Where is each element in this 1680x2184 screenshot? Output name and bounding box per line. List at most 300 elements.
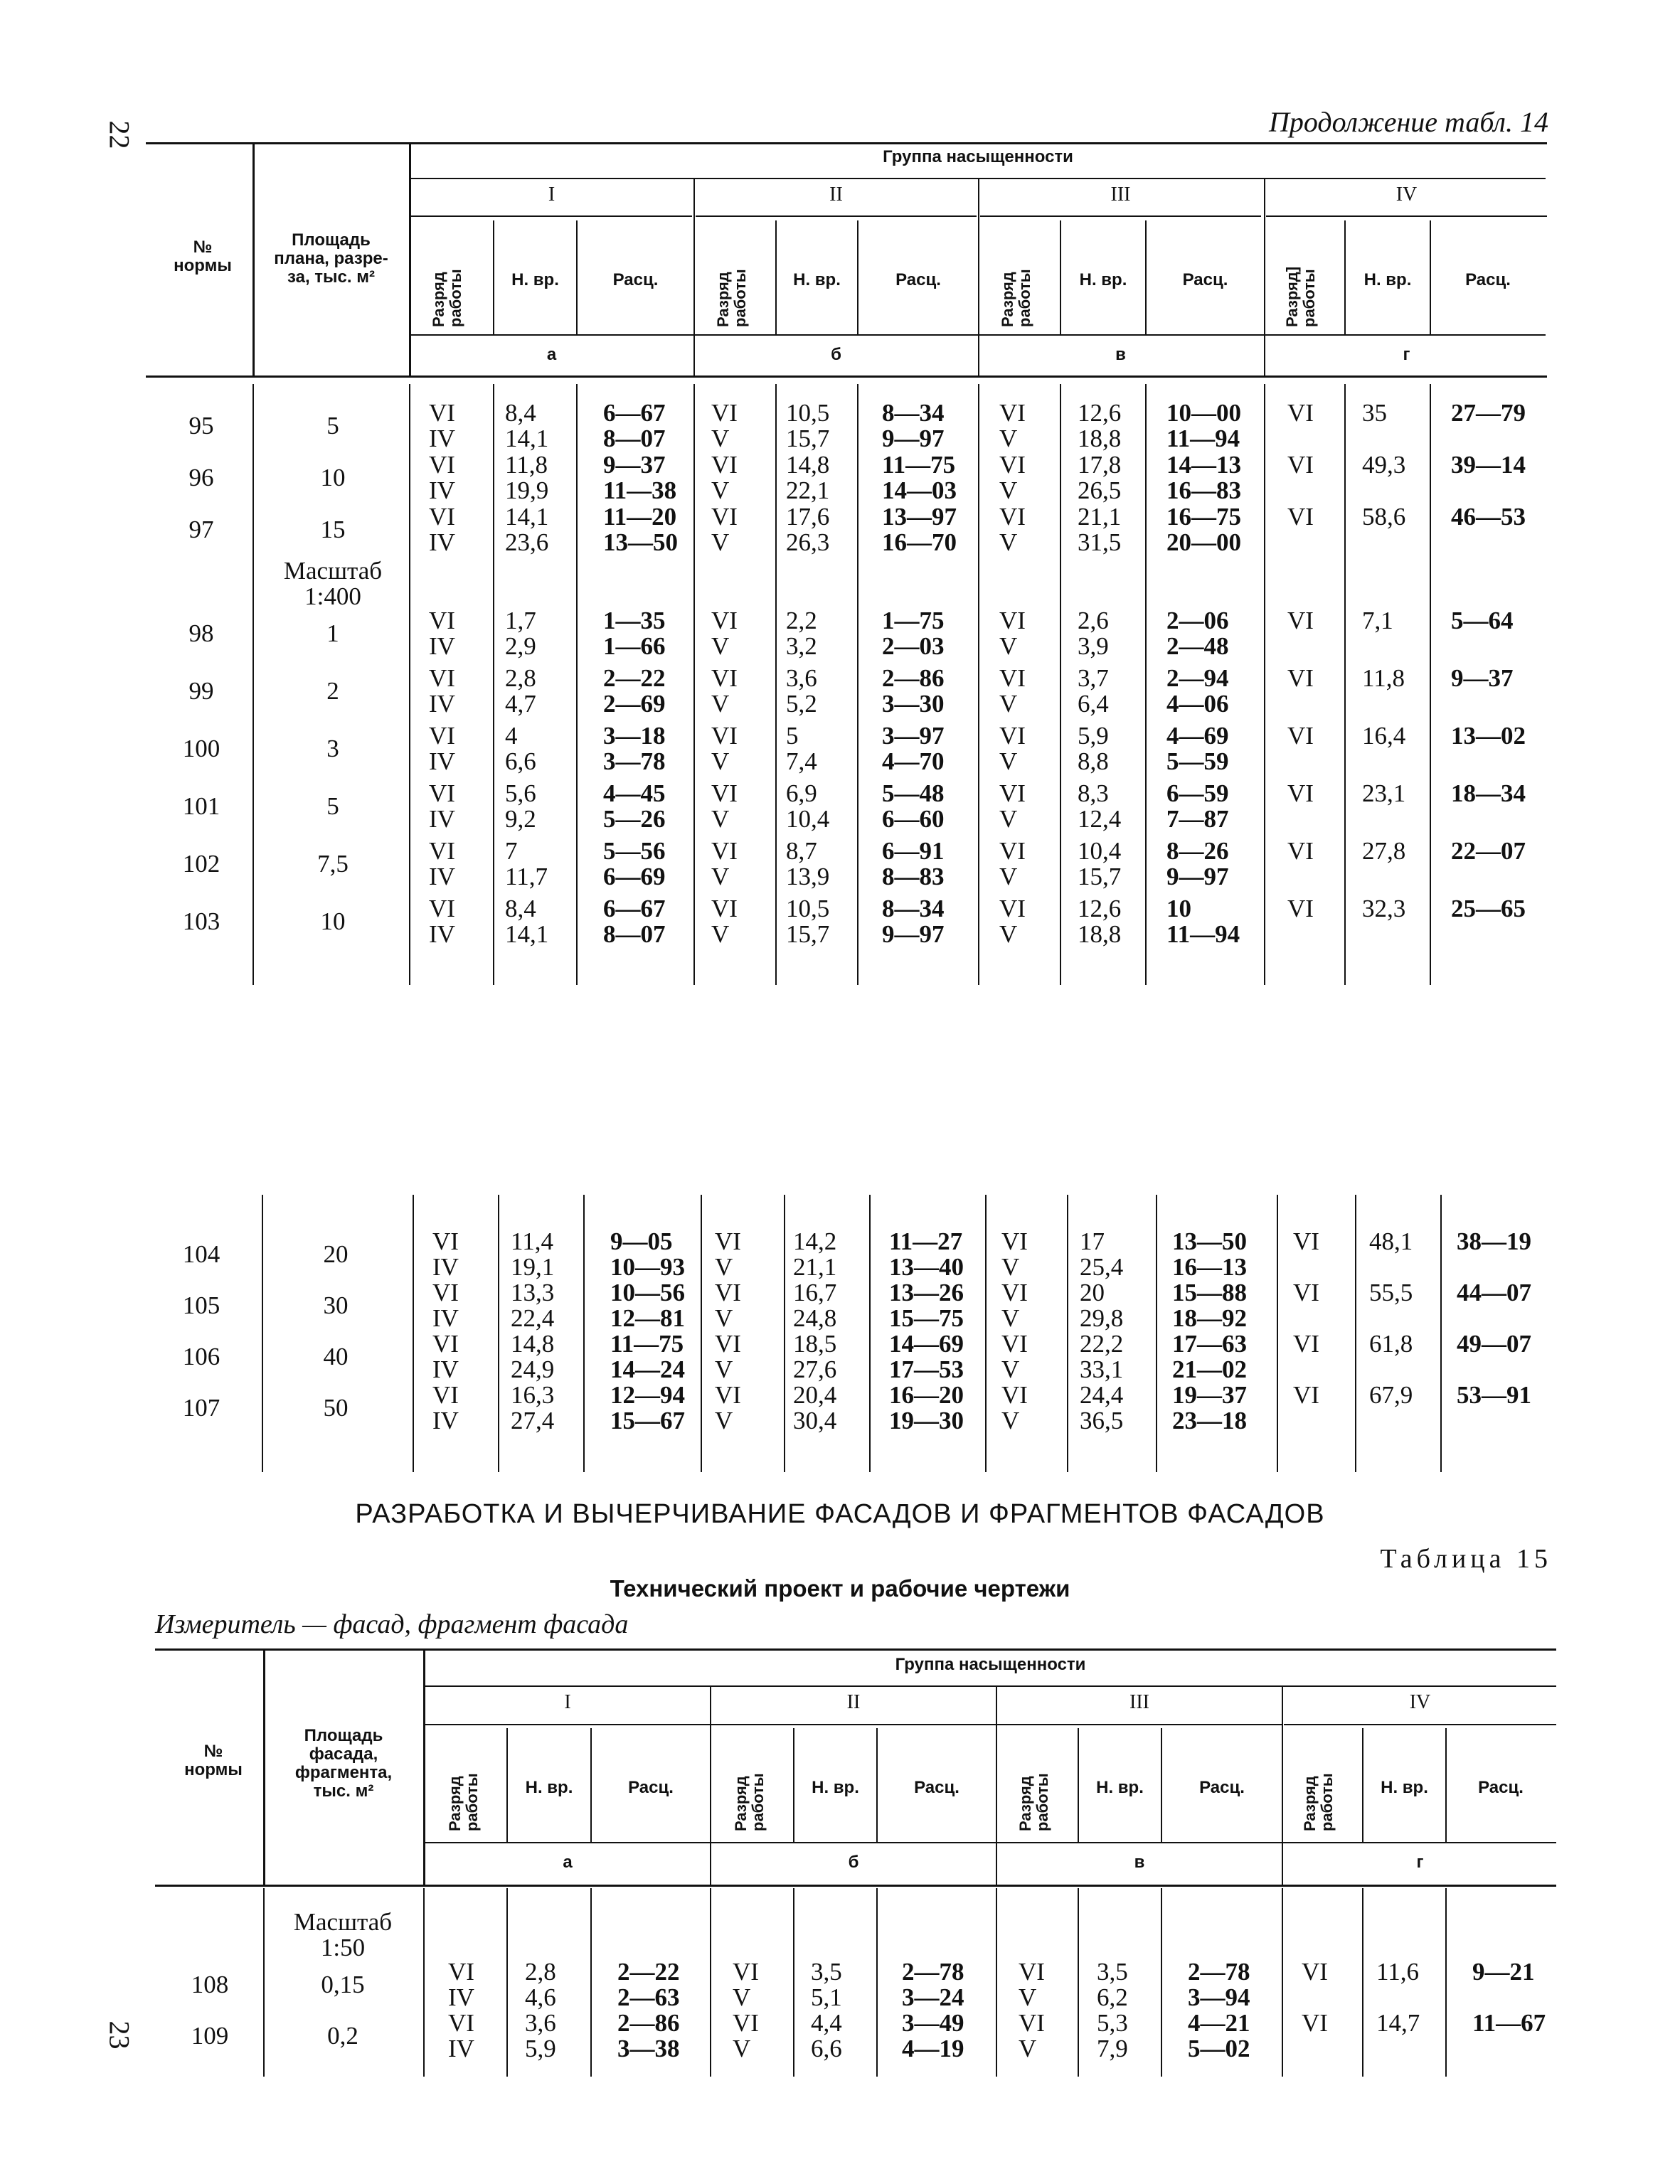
t15-roman-rule (997, 1724, 1282, 1725)
column-rule (1145, 384, 1147, 985)
rasc-II: 3—49 4—19 (902, 2009, 964, 2062)
nvr-II: 17,6 26,3 (786, 503, 830, 556)
rasc-II: 5—48 6—60 (882, 779, 945, 833)
column-rule (506, 1888, 508, 2077)
razryad-I: VI IV (429, 664, 455, 718)
t15-group-header: Группа насыщенности (895, 1655, 1086, 1674)
rasc-IV: 44—07 (1457, 1279, 1531, 1306)
rasc-IV: 53—91 (1457, 1381, 1531, 1409)
nvr-I: 14,1 23,6 (505, 503, 549, 556)
rasc-II: 3—97 4—70 (882, 722, 945, 775)
t14-rasc-I: Расц. (612, 270, 659, 289)
nvr-III: 12,6 18,8 (1078, 895, 1122, 948)
rasc-IV: 39—14 (1451, 451, 1526, 479)
razryad-II: VI V (711, 779, 738, 833)
nvr-III: 21,1 31,5 (1078, 503, 1122, 556)
nvr-III: 10,4 15,7 (1078, 837, 1122, 890)
area-value: 0,15 (321, 1971, 365, 1998)
nvr-IV: 61,8 (1369, 1330, 1413, 1358)
scale-label-line: Масштаб (283, 557, 383, 585)
t14-group-III: III (1110, 183, 1131, 206)
column-rule (710, 1888, 711, 2077)
t14-hdr-vline (1264, 178, 1265, 377)
column-rule (1355, 1195, 1356, 1472)
column-rule (693, 384, 695, 985)
t15-razryad-I: Разряд работы (446, 1773, 481, 1831)
norm-number: 101 (182, 792, 220, 820)
table-label: Таблица 15 (1380, 1544, 1552, 1574)
t15-nvr-I: Н. вр. (525, 1778, 573, 1797)
razryad-II: VI V (715, 1330, 741, 1383)
nvr-I: 4 6,6 (505, 722, 536, 775)
t14-letter-a: а (546, 345, 557, 364)
razryad-IV: VI (1287, 779, 1314, 807)
nvr-II: 4,4 6,6 (811, 2009, 842, 2062)
t14-letter-v: в (1115, 345, 1126, 364)
razryad-I: VI IV (429, 895, 455, 948)
t15-letter-a: а (563, 1853, 573, 1872)
t15-group-II: II (846, 1691, 861, 1713)
t14-letter-b: б (831, 345, 841, 364)
t15-letter-v: в (1134, 1853, 1145, 1872)
column-rule (413, 1195, 414, 1472)
rasc-I: 2—22 2—63 (617, 1958, 680, 2011)
nvr-IV: 35 (1362, 399, 1387, 427)
razryad-I: VI IV (448, 1958, 474, 2011)
razryad-I: VI IV (432, 1227, 459, 1281)
column-rule (1430, 384, 1431, 985)
scale-label (262, 558, 404, 609)
rasc-III: 6—59 7—87 (1166, 779, 1229, 833)
t14-roman-rule (696, 215, 977, 217)
razryad-IV: VI (1287, 837, 1314, 865)
razryad-II: VI V (715, 1227, 741, 1281)
area-value: 40 (323, 1343, 349, 1370)
t15-letter-g: г (1416, 1853, 1424, 1872)
norm-number: 105 (182, 1291, 220, 1319)
t15-rasc-IV: Расц. (1478, 1778, 1524, 1797)
rasc-I: 11—75 14—24 (610, 1330, 685, 1383)
t15-roman-rule (1284, 1724, 1556, 1725)
razryad-II: VI V (711, 664, 738, 718)
rasc-II: 14—69 17—53 (889, 1330, 964, 1383)
rasc-I: 11—20 13—50 (603, 503, 678, 556)
razryad-I: VI IV (429, 451, 455, 504)
razryad-I: VI IV (429, 503, 455, 556)
rasc-IV: 27—79 (1451, 399, 1526, 427)
razryad-IV: VI (1287, 503, 1314, 531)
t14-hdr-vline (978, 178, 979, 377)
rasc-II: 11—75 14—03 (882, 451, 957, 504)
section-title: РАЗРАБОТКА И ВЫЧЕРЧИВАНИЕ ФАСАДОВ И ФРАГМЕНТОВ ФАСАДОВ (355, 1499, 1325, 1529)
razryad-II: VI V (711, 895, 738, 948)
razryad-II: VI V (715, 1279, 741, 1332)
rasc-IV: 46—53 (1451, 503, 1526, 531)
razryad-IV: VI (1293, 1227, 1319, 1255)
t14-nvr-I: Н. вр. (511, 270, 559, 289)
column-rule (262, 1195, 263, 1472)
nvr-IV: 49,3 (1362, 451, 1406, 479)
razryad-III: VI V (1001, 1381, 1028, 1434)
t14-subletter-rule (411, 334, 1546, 336)
rasc-II: 16—20 19—30 (889, 1381, 964, 1434)
t14-top-rule (146, 142, 1547, 144)
razryad-IV: VI (1293, 1279, 1319, 1306)
t15-subletter-rule (425, 1842, 1556, 1843)
nvr-II: 16,7 24,8 (793, 1279, 837, 1332)
area-value: 7,5 (317, 850, 349, 878)
continuation-label: Продолжение табл. 14 (1268, 106, 1548, 138)
rasc-IV: 13—02 (1451, 722, 1526, 750)
nvr-II: 14,2 21,1 (793, 1227, 837, 1281)
column-rule (590, 1888, 592, 2077)
nvr-IV: 32,3 (1362, 895, 1406, 922)
razryad-III: VI V (999, 607, 1026, 660)
column-rule (996, 1888, 997, 2077)
rasc-III: 10 11—94 (1166, 895, 1240, 948)
nvr-IV: 67,9 (1369, 1381, 1413, 1409)
t14-rasc-III: Расц. (1182, 270, 1228, 289)
t14-header-bottom-rule (146, 375, 1547, 378)
column-rule (1264, 384, 1265, 985)
rasc-III: 13—50 16—13 (1172, 1227, 1247, 1281)
rasc-I: 4—45 5—26 (603, 779, 666, 833)
razryad-I: VI IV (429, 607, 455, 660)
t14-razryad-I: Разряд работы (430, 269, 464, 327)
rasc-IV: 38—19 (1457, 1227, 1531, 1255)
norm-number: 95 (188, 412, 214, 440)
nvr-III: 5,3 7,9 (1097, 2009, 1128, 2062)
column-rule (263, 1888, 265, 2077)
nvr-IV: 55,5 (1369, 1279, 1413, 1306)
razryad-IV: VI (1293, 1330, 1319, 1358)
razryad-III: VI V (1019, 1958, 1045, 2011)
rasc-II: 11—27 13—40 (889, 1227, 964, 1281)
razryad-I: VI IV (448, 2009, 474, 2062)
nvr-IV: 7,1 (1362, 607, 1393, 634)
razryad-IV: VI (1287, 664, 1314, 692)
column-rule (775, 384, 777, 985)
column-rule (1161, 1888, 1162, 2077)
t15-group-I: I (564, 1691, 571, 1713)
razryad-III: VI V (999, 399, 1026, 452)
t14-group-II: II (829, 183, 843, 206)
razryad-III: VI V (1001, 1330, 1028, 1383)
t15-roman-rule (425, 1724, 710, 1725)
scale-label (272, 1909, 414, 1961)
column-rule (423, 1888, 425, 2077)
razryad-I: VI IV (429, 722, 455, 775)
nvr-IV: 48,1 (1369, 1227, 1413, 1255)
nvr-II: 10,5 15,7 (786, 895, 830, 948)
area-value: 0,2 (327, 2022, 358, 2050)
t15-norm-header: № нормы (184, 1742, 243, 1779)
rasc-II: 8—34 9—97 (882, 399, 945, 452)
t15-area-header: Площадь фасада, фрагмента, тыс. м² (294, 1726, 393, 1801)
razryad-I: VI IV (432, 1330, 459, 1383)
nvr-III: 22,2 33,1 (1080, 1330, 1124, 1383)
rasc-I: 2—22 2—69 (603, 664, 666, 718)
t15-header-bottom-rule (155, 1885, 1556, 1887)
razryad-II: VI V (711, 607, 738, 660)
t14-area-header: Площадь плана, разре- за, тыс. м² (274, 230, 388, 287)
nvr-IV: 27,8 (1362, 837, 1406, 865)
rasc-IV: 11—67 (1472, 2009, 1546, 2037)
t15-rasc-I: Расц. (628, 1778, 674, 1797)
page-number-top: 22 (103, 120, 136, 149)
t14-roman-rule (980, 215, 1261, 217)
razryad-I: VI IV (429, 837, 455, 890)
column-rule (252, 384, 254, 985)
nvr-III: 5,9 8,8 (1078, 722, 1109, 775)
t14-group-header: Группа насыщенности (883, 147, 1073, 166)
rasc-II: 2—86 3—30 (882, 664, 945, 718)
area-value: 30 (323, 1291, 349, 1319)
column-rule (1445, 1888, 1447, 2077)
column-rule (1282, 1888, 1283, 2077)
norm-number: 108 (191, 1971, 229, 1998)
razryad-IV: VI (1287, 722, 1314, 750)
razryad-IV: VI (1302, 1958, 1328, 1986)
rasc-II: 1—75 2—03 (882, 607, 945, 660)
razryad-IV: VI (1287, 607, 1314, 634)
column-rule (784, 1195, 785, 1472)
rasc-II: 13—97 16—70 (882, 503, 957, 556)
t15-group-rule (425, 1685, 1556, 1687)
nvr-II: 20,4 30,4 (793, 1381, 837, 1434)
column-rule (409, 384, 410, 985)
rasc-III: 16—75 20—00 (1166, 503, 1241, 556)
scale-label-line: 1:50 (320, 1934, 366, 1961)
razryad-I: VI IV (429, 779, 455, 833)
area-value: 15 (320, 516, 346, 543)
t15-rasc-III: Расц. (1199, 1778, 1245, 1797)
t15-nvr-II: Н. вр. (812, 1778, 859, 1797)
razryad-I: VI IV (429, 399, 455, 452)
rasc-I: 6—67 8—07 (603, 895, 666, 948)
column-rule (1067, 1195, 1068, 1472)
t14-rasc-II: Расц. (895, 270, 941, 289)
area-value: 10 (320, 464, 346, 491)
rasc-III: 2—78 3—94 (1188, 1958, 1250, 2011)
nvr-III: 20 29,8 (1080, 1279, 1124, 1332)
t15-group-IV: IV (1409, 1691, 1431, 1713)
t14-group-IV: IV (1395, 183, 1418, 206)
table-subtitle: Технический проект и рабочие чертежи (610, 1575, 1070, 1602)
norm-number: 99 (188, 677, 214, 705)
norm-number: 107 (182, 1394, 220, 1422)
rasc-II: 8—34 9—97 (882, 895, 945, 948)
t14-razryad-III: Разряд работы (999, 269, 1033, 327)
rasc-IV: 49—07 (1457, 1330, 1531, 1358)
column-rule (869, 1195, 871, 1472)
t15-top-rule (155, 1648, 1556, 1651)
razryad-II: VI V (711, 399, 738, 452)
norm-number: 98 (188, 619, 214, 647)
nvr-IV: 16,4 (1362, 722, 1406, 750)
column-rule (1344, 384, 1346, 985)
razryad-II: VI V (733, 2009, 759, 2062)
t15-razryad-III: Разряд работы (1016, 1773, 1051, 1831)
column-rule (498, 1195, 499, 1472)
t15-letter-b: б (848, 1853, 859, 1872)
rasc-I: 10—56 12—81 (610, 1279, 685, 1332)
norm-number: 104 (182, 1240, 220, 1268)
rasc-I: 1—35 1—66 (603, 607, 666, 660)
razryad-III: VI V (999, 451, 1026, 504)
area-value: 50 (323, 1394, 349, 1422)
razryad-II: VI V (733, 1958, 759, 2011)
razryad-II: VI V (711, 503, 738, 556)
razryad-II: VI V (711, 722, 738, 775)
area-value: 1 (326, 619, 339, 647)
rasc-I: 12—94 15—67 (610, 1381, 685, 1434)
rasc-I: 9—05 10—93 (610, 1227, 685, 1281)
nvr-I: 2,8 4,7 (505, 664, 536, 718)
t14-razryad-IV: Разряд] работы (1283, 266, 1318, 327)
nvr-IV: 14,7 (1376, 2009, 1420, 2037)
nvr-IV: 23,1 (1362, 779, 1406, 807)
rasc-IV: 9—21 (1472, 1958, 1535, 1986)
area-value: 3 (326, 735, 339, 762)
rasc-III: 8—26 9—97 (1166, 837, 1229, 890)
nvr-II: 3,6 5,2 (786, 664, 817, 718)
rasc-III: 4—69 5—59 (1166, 722, 1229, 775)
razryad-II: VI V (711, 451, 738, 504)
razryad-IV: VI (1302, 2009, 1328, 2037)
column-rule (857, 384, 858, 985)
nvr-I: 7 11,7 (505, 837, 548, 890)
nvr-I: 5,6 9,2 (505, 779, 536, 833)
nvr-II: 3,5 5,1 (811, 1958, 842, 2011)
area-value: 2 (326, 677, 339, 705)
nvr-III: 12,6 18,8 (1078, 399, 1122, 452)
unit-label: Измеритель — фасад, фрагмент фасада (155, 1609, 629, 1639)
nvr-I: 13,3 22,4 (511, 1279, 555, 1332)
rasc-I: 9—37 11—38 (603, 451, 677, 504)
rasc-II: 13—26 15—75 (889, 1279, 964, 1332)
nvr-IV: 11,6 (1376, 1958, 1419, 1986)
rasc-IV: 25—65 (1451, 895, 1526, 922)
nvr-II: 6,9 10,4 (786, 779, 830, 833)
razryad-III: VI V (999, 895, 1026, 948)
rasc-IV: 9—37 (1451, 664, 1514, 692)
razryad-IV: VI (1293, 1381, 1319, 1409)
nvr-II: 14,8 22,1 (786, 451, 830, 504)
nvr-IV: 58,6 (1362, 503, 1406, 531)
nvr-I: 11,4 19,1 (511, 1227, 555, 1281)
column-rule (978, 384, 979, 985)
rasc-III: 14—13 16—83 (1166, 451, 1241, 504)
t14-norm-header: № нормы (174, 238, 232, 275)
razryad-III: VI V (999, 779, 1026, 833)
razryad-IV: VI (1287, 399, 1314, 427)
t14-nvr-III: Н. вр. (1079, 270, 1127, 289)
area-value: 5 (326, 792, 339, 820)
t15-group-III: III (1129, 1691, 1149, 1713)
t14-nvr-IV: Н. вр. (1363, 270, 1412, 289)
t15-nvr-IV: Н. вр. (1381, 1778, 1428, 1797)
column-rule (1060, 384, 1061, 985)
rasc-II: 6—91 8—83 (882, 837, 945, 890)
razryad-II: VI V (715, 1381, 741, 1434)
rasc-I: 6—67 8—07 (603, 399, 666, 452)
razryad-III: VI V (999, 664, 1026, 718)
column-rule (985, 1195, 987, 1472)
column-rule (1440, 1195, 1442, 1472)
column-rule (1362, 1888, 1363, 2077)
nvr-II: 18,5 27,6 (793, 1330, 837, 1383)
rasc-IV: 22—07 (1451, 837, 1526, 865)
t14-nvr-II: Н. вр. (793, 270, 841, 289)
razryad-I: VI IV (432, 1279, 459, 1332)
rasc-III: 4—21 5—02 (1188, 2009, 1250, 2062)
rasc-IV: 5—64 (1451, 607, 1514, 634)
razryad-III: VI V (999, 503, 1026, 556)
razryad-III: VI V (999, 722, 1026, 775)
nvr-I: 11,8 19,9 (505, 451, 549, 504)
nvr-I: 1,7 2,9 (505, 607, 536, 660)
nvr-I: 3,6 5,9 (525, 2009, 556, 2062)
t15-header-vline (423, 1648, 425, 1887)
t14-roman-rule (1266, 215, 1547, 217)
norm-number: 97 (188, 516, 214, 543)
rasc-III: 17—63 21—02 (1172, 1330, 1247, 1383)
nvr-I: 8,4 14,1 (505, 399, 549, 452)
t15-rasc-II: Расц. (914, 1778, 959, 1797)
rasc-III: 15—88 18—92 (1172, 1279, 1247, 1332)
t14-hdr-vline (693, 178, 695, 377)
page-number-bottom: 23 (103, 2020, 136, 2050)
rasc-III: 10—00 11—94 (1166, 399, 1241, 452)
column-rule (876, 1888, 878, 2077)
nvr-III: 3,7 6,4 (1078, 664, 1109, 718)
t15-razryad-II: Разряд работы (732, 1773, 767, 1831)
t15-roman-rule (711, 1724, 996, 1725)
area-value: 10 (320, 907, 346, 935)
nvr-I: 14,8 24,9 (511, 1330, 555, 1383)
nvr-IV: 11,8 (1362, 664, 1405, 692)
nvr-I: 16,3 27,4 (511, 1381, 555, 1434)
nvr-III: 2,6 3,9 (1078, 607, 1109, 660)
razryad-II: VI V (711, 837, 738, 890)
nvr-III: 17 25,4 (1080, 1227, 1124, 1281)
nvr-I: 2,8 4,6 (525, 1958, 556, 2011)
nvr-III: 8,3 12,4 (1078, 779, 1122, 833)
nvr-II: 8,7 13,9 (786, 837, 830, 890)
norm-number: 100 (182, 735, 220, 762)
norm-number: 96 (188, 464, 214, 491)
scale-label-line: Масштаб (293, 1908, 393, 1936)
nvr-II: 5 7,4 (786, 722, 817, 775)
t15-nvr-III: Н. вр. (1096, 1778, 1144, 1797)
column-rule (793, 1888, 794, 2077)
t14-razryad-II: Разряд работы (714, 269, 749, 327)
nvr-III: 24,4 36,5 (1080, 1381, 1124, 1434)
column-rule (493, 384, 494, 985)
scale-label-line: 1:400 (304, 582, 361, 610)
nvr-I: 8,4 14,1 (505, 895, 549, 948)
razryad-III: VI V (1019, 2009, 1045, 2062)
norm-number: 102 (182, 850, 220, 878)
norm-number: 106 (182, 1343, 220, 1370)
t15-hdr-vline (1282, 1685, 1283, 1887)
t15-razryad-IV: Разряд работы (1301, 1773, 1336, 1831)
area-value: 5 (326, 412, 339, 440)
norm-number: 109 (191, 2022, 229, 2050)
rasc-I: 2—86 3—38 (617, 2009, 680, 2062)
rasc-III: 2—06 2—48 (1166, 607, 1229, 660)
